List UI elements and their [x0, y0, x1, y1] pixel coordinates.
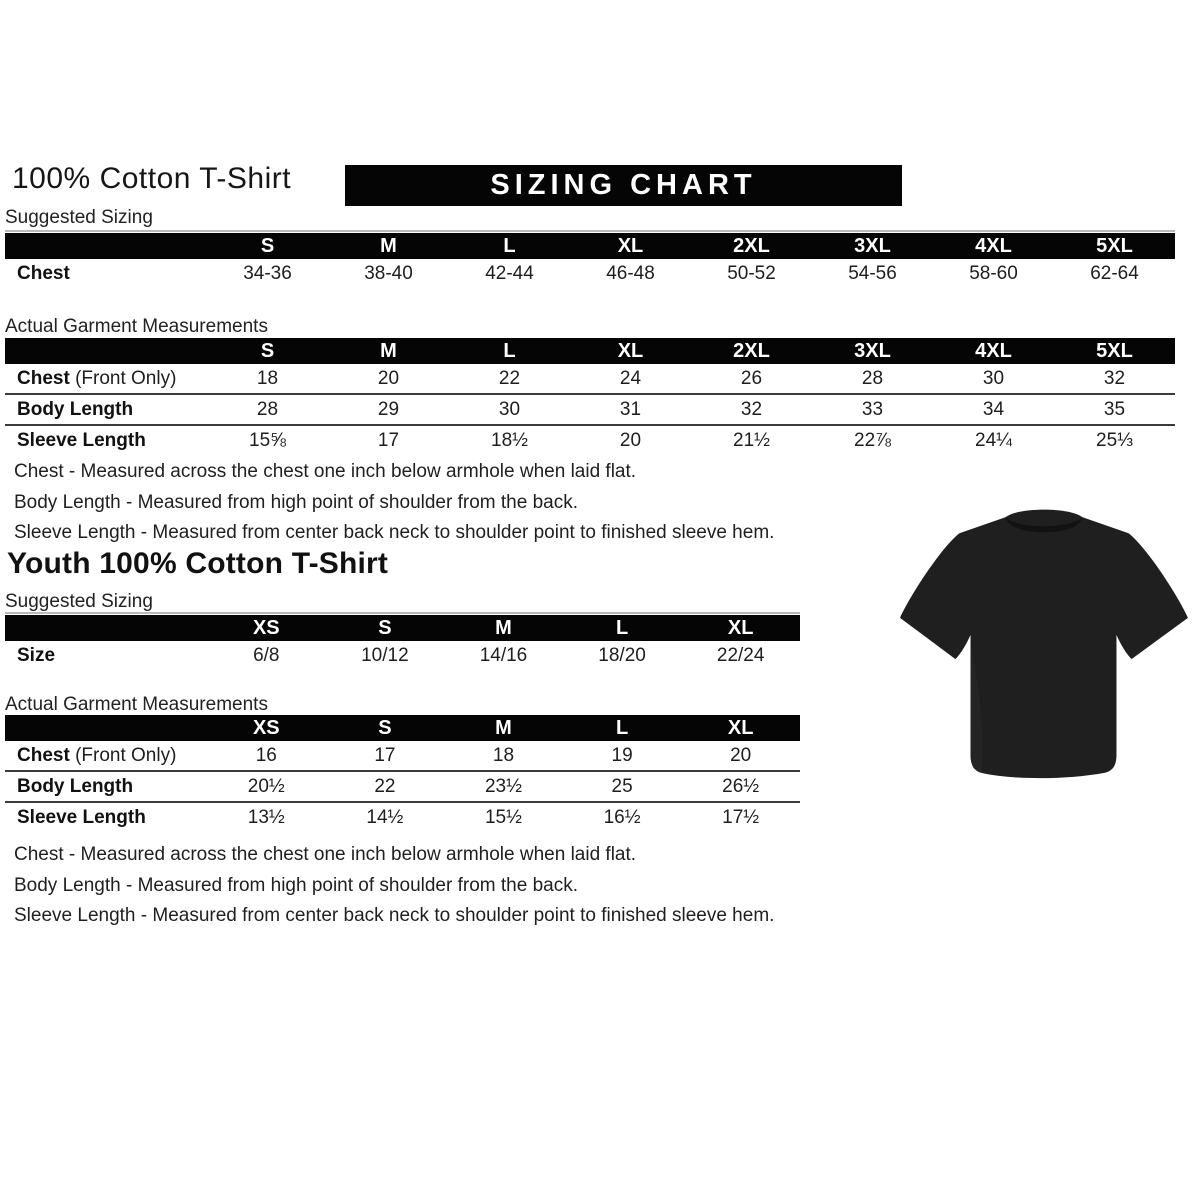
cell: 31	[619, 398, 642, 420]
cell: 42-44	[485, 262, 534, 284]
cell: 25	[611, 775, 633, 797]
cell: 20½	[247, 775, 285, 797]
column-header: L	[503, 234, 516, 257]
t-shirt-body	[900, 510, 1188, 779]
adult-actual-measurements-table	[5, 338, 1175, 455]
note-line: Body Length - Measured from high point of shoulder from the back.	[14, 874, 578, 896]
youth-actual-measurements-table	[5, 715, 800, 832]
column-header: 5XL	[1096, 339, 1133, 362]
column-header: XL	[617, 234, 644, 257]
cell: 22/24	[716, 644, 765, 666]
column-header: S	[378, 716, 392, 739]
row-label: Chest (Front Only)	[17, 744, 177, 766]
cell: 26½	[722, 775, 760, 797]
cell: 32	[1103, 367, 1126, 389]
cell: 16	[255, 744, 277, 766]
row-label: Body Length	[17, 398, 134, 420]
column-header: 3XL	[854, 234, 891, 257]
cell: 17	[374, 744, 396, 766]
column-header: 3XL	[854, 339, 891, 362]
row-label: Chest	[17, 262, 70, 284]
cell: 6/8	[253, 644, 280, 666]
cell: 34	[982, 398, 1005, 420]
black-t-shirt-image	[893, 492, 1195, 800]
column-header: M	[380, 339, 397, 362]
cell: 22	[374, 775, 396, 797]
column-header: XL	[727, 716, 754, 739]
row-label: Chest (Front Only)	[17, 367, 177, 389]
cell: 24¼	[975, 429, 1012, 451]
cell: 34-36	[243, 262, 292, 284]
cell: 32	[740, 398, 763, 420]
column-header: M	[495, 716, 512, 739]
cell: 38-40	[364, 262, 413, 284]
table-header-row	[5, 233, 1175, 259]
youth-actual-measurements-label: Actual Garment Measurements	[5, 694, 268, 715]
cell: 20	[377, 367, 400, 389]
cell: 19	[611, 744, 633, 766]
youth-suggested-sizing-table	[5, 612, 800, 670]
column-header: 4XL	[975, 234, 1012, 257]
cell: 14½	[366, 806, 404, 828]
cell: 15⅝	[249, 429, 286, 451]
table-row	[5, 424, 1175, 455]
cell: 20	[730, 744, 752, 766]
cell: 10/12	[361, 644, 409, 666]
column-header: XL	[727, 616, 754, 639]
column-header: 2XL	[733, 339, 770, 362]
table-row	[5, 364, 1175, 393]
column-header: S	[378, 616, 392, 639]
column-header: 2XL	[733, 234, 770, 257]
sizing-chart-banner: SIZING CHART	[345, 165, 902, 206]
cell: 22	[498, 367, 521, 389]
cell: 30	[982, 367, 1005, 389]
cell: 18	[256, 367, 279, 389]
cell: 35	[1103, 398, 1126, 420]
cell: 23½	[484, 775, 522, 797]
youth-section-title: Youth 100% Cotton T-Shirt	[7, 547, 389, 580]
column-header: M	[380, 234, 397, 257]
note-line: Body Length - Measured from high point of shoulder from the back.	[14, 491, 578, 513]
table-row	[5, 801, 800, 832]
cell: 24	[619, 367, 642, 389]
table-row	[5, 393, 1175, 424]
column-header: S	[260, 234, 275, 257]
table-header-row	[5, 615, 800, 641]
cell: 58-60	[969, 262, 1018, 284]
row-label: Sleeve Length	[17, 429, 146, 451]
column-header: 4XL	[975, 339, 1012, 362]
column-header: L	[615, 616, 629, 639]
cell: 15½	[484, 806, 522, 828]
cell: 29	[377, 398, 400, 420]
column-header: L	[503, 339, 516, 362]
cell: 62-64	[1090, 262, 1139, 284]
cell: 28	[256, 398, 279, 420]
cell: 18½	[491, 429, 528, 451]
cell: 20	[619, 429, 642, 451]
adult-actual-measurements-label: Actual Garment Measurements	[5, 316, 268, 337]
cell: 26	[740, 367, 763, 389]
column-header: 5XL	[1096, 234, 1133, 257]
cell: 17½	[722, 806, 760, 828]
note-line: Sleeve Length - Measured from center back neck to shoulder point to finished sleeve hem.	[14, 522, 775, 543]
cell: 54-56	[848, 262, 897, 284]
cell: 17	[377, 429, 400, 451]
column-header: XS	[252, 616, 280, 639]
cell: 16½	[603, 806, 641, 828]
column-header: XL	[617, 339, 644, 362]
youth-measurement-notes	[14, 840, 774, 932]
note-line: Chest - Measured across the chest one inch below armhole when laid flat.	[14, 844, 637, 865]
table-header-row	[5, 338, 1175, 364]
cell: 18/20	[598, 644, 646, 666]
cell: 46-48	[606, 262, 655, 284]
row-label: Body Length	[17, 775, 134, 797]
cell: 50-52	[727, 262, 776, 284]
cell: 33	[861, 398, 884, 420]
note-line: Sleeve Length - Measured from center back neck to shoulder point to finished sleeve hem.	[14, 905, 775, 926]
column-header: M	[495, 616, 512, 639]
cell: 22⅞	[854, 429, 891, 451]
cell: 14/16	[479, 644, 528, 666]
adult-suggested-sizing-table	[5, 230, 1175, 288]
youth-suggested-sizing-label: Suggested Sizing	[5, 591, 153, 612]
table-row	[5, 741, 800, 770]
table-row	[5, 259, 1175, 288]
cell: 18	[492, 744, 515, 766]
adult-measurement-notes	[14, 457, 774, 549]
cell: 13½	[247, 806, 285, 828]
note-line: Chest - Measured across the chest one inch below armhole when laid flat.	[14, 461, 637, 482]
cell: 30	[498, 398, 521, 420]
table-header-row	[5, 715, 800, 741]
column-header: S	[260, 339, 275, 362]
table-row	[5, 770, 800, 801]
page-title: 100% Cotton T-Shirt	[12, 162, 292, 195]
row-label: Sleeve Length	[17, 806, 146, 828]
cell: 21½	[733, 429, 770, 451]
column-header: L	[615, 716, 629, 739]
row-label: Size	[17, 644, 56, 666]
adult-suggested-sizing-label: Suggested Sizing	[5, 207, 153, 228]
cell: 25⅓	[1096, 429, 1133, 451]
column-header: XS	[252, 716, 280, 739]
cell: 28	[861, 367, 884, 389]
table-row	[5, 641, 800, 670]
